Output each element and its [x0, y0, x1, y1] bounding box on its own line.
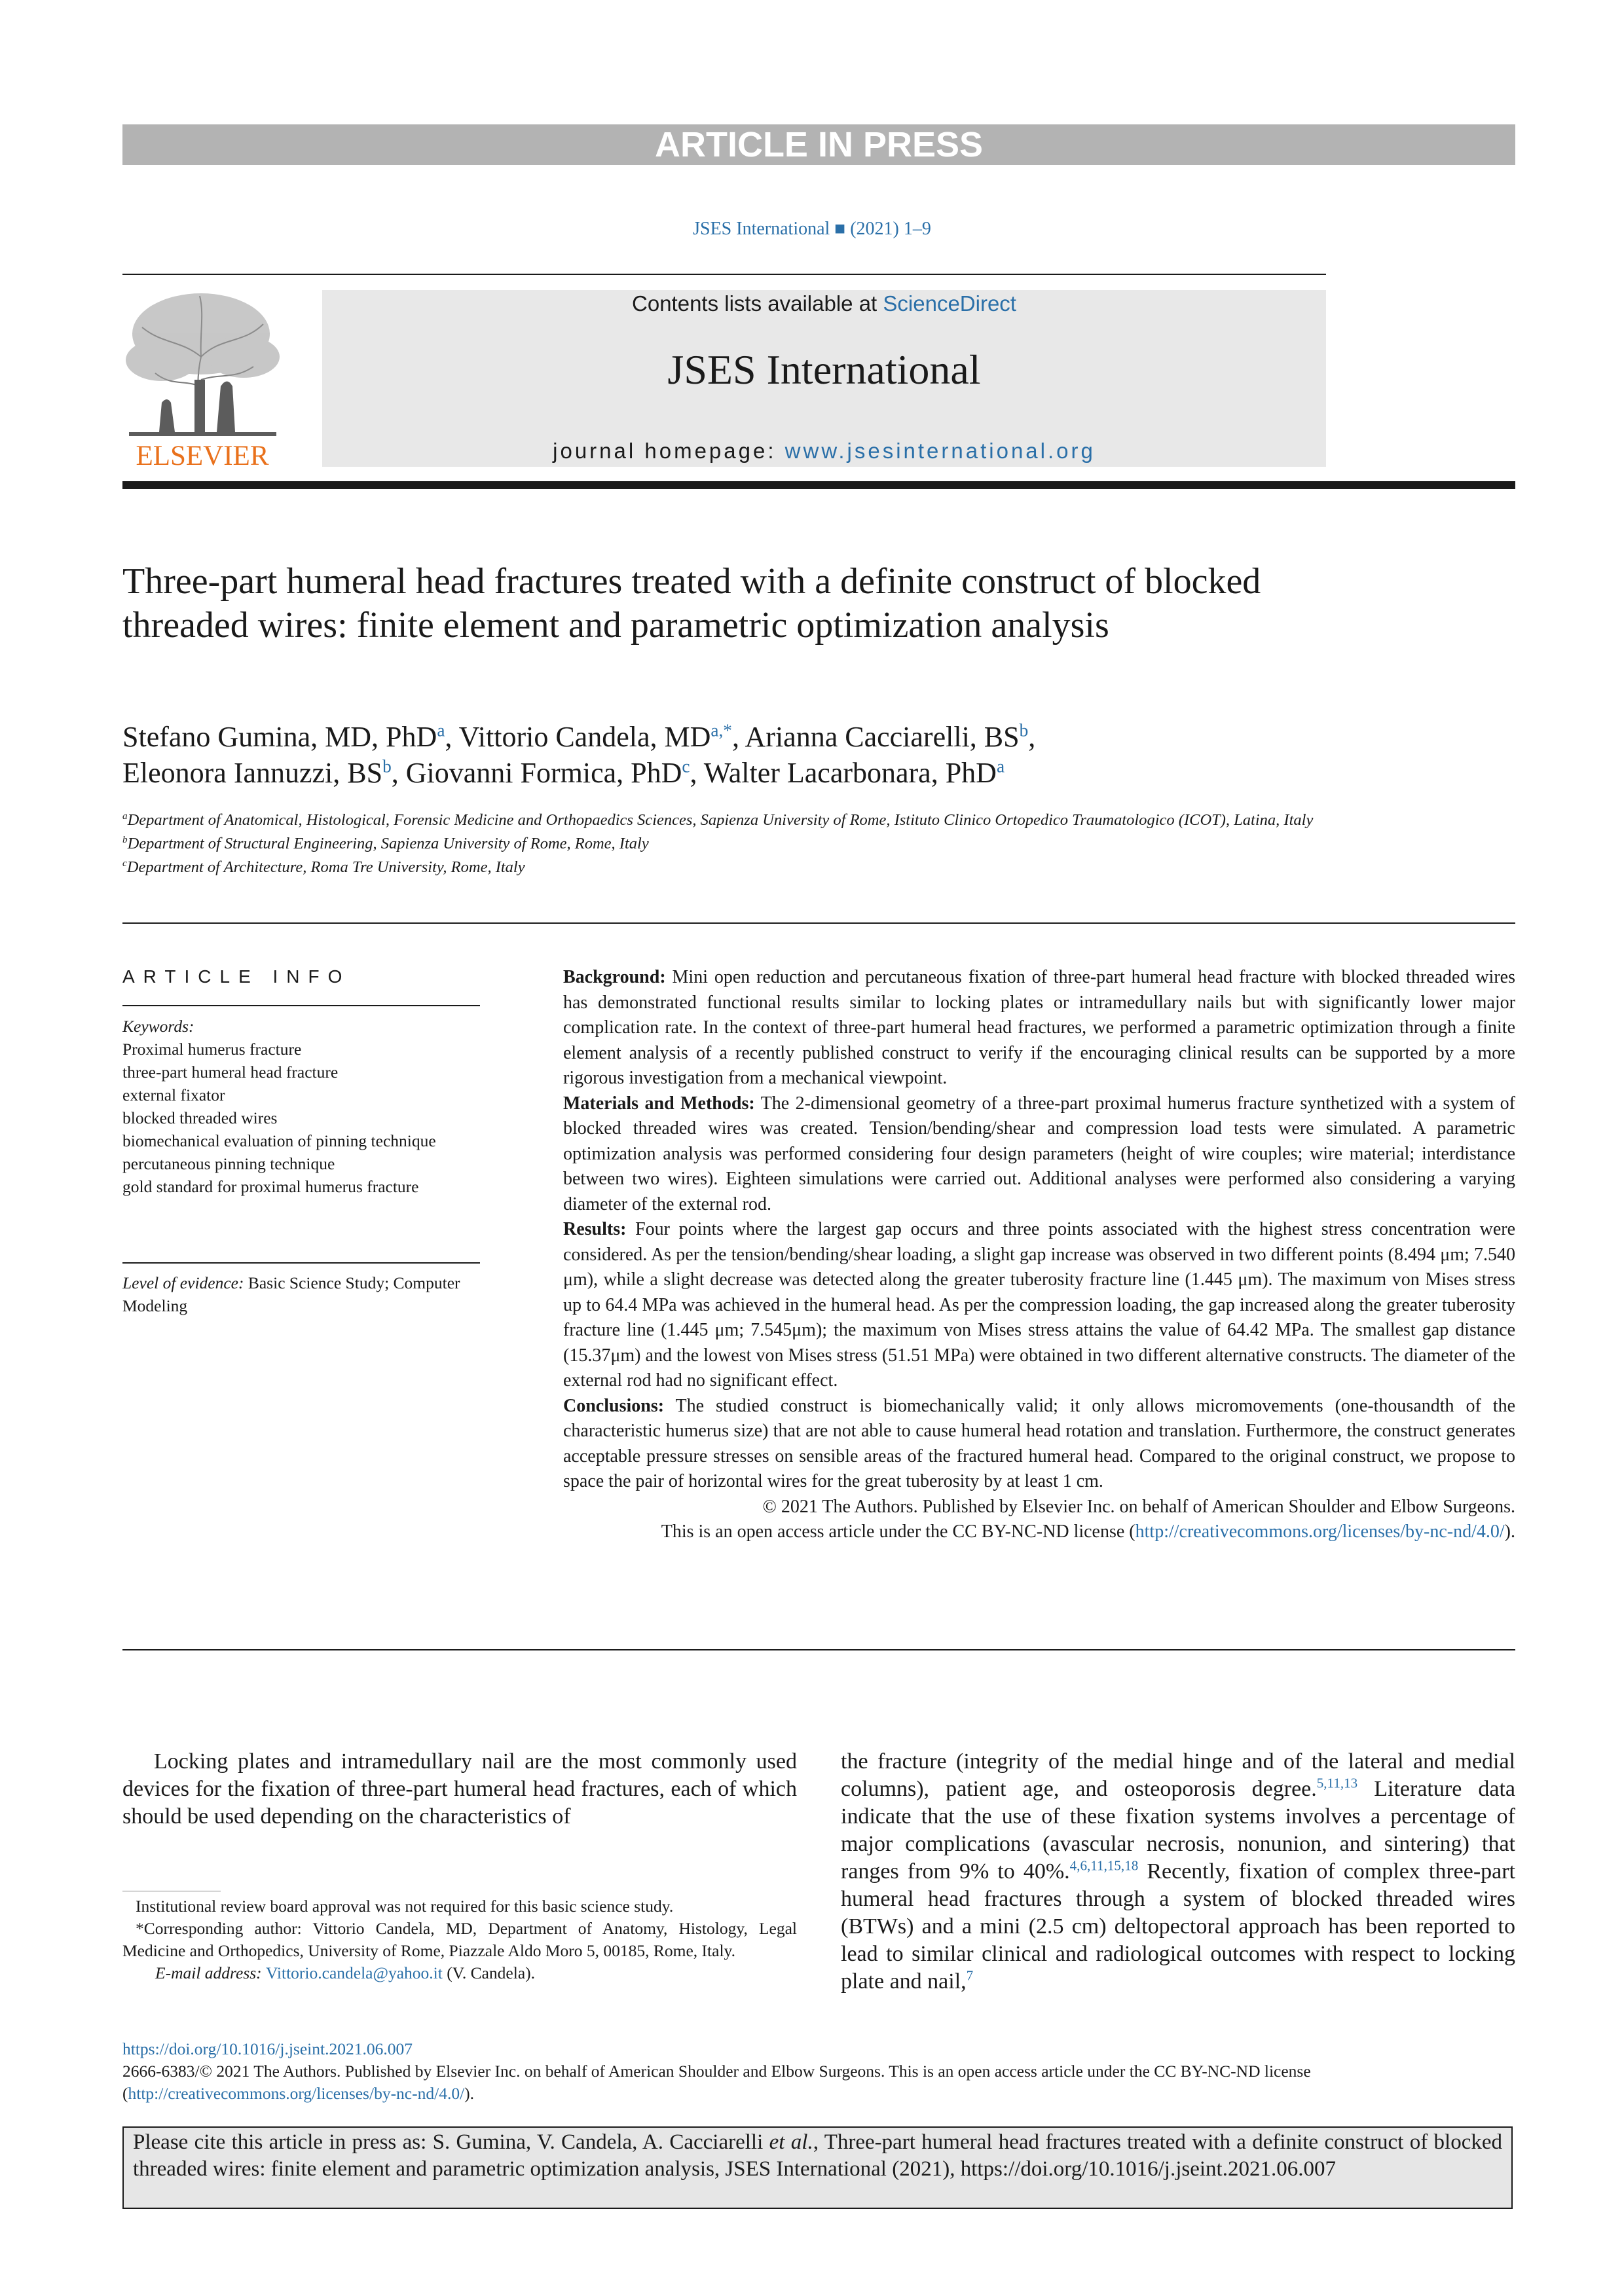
- reference-link[interactable]: 7: [966, 1967, 974, 1984]
- elsevier-tree-icon: [122, 288, 283, 470]
- article-meta-footer: [122, 2038, 1515, 2105]
- author-affiliation-sup[interactable]: a: [437, 720, 445, 740]
- journal-title: JSES International: [667, 346, 981, 393]
- footnotes: [122, 1895, 797, 1984]
- affiliation-text: Department of Structural Engineering, Sapienza University of Rome, Rome, Italy: [127, 835, 649, 852]
- methods-text: The 2-dimensional geometry of a three-part proximal humerus fracture synthetized with a system of blocked threaded wires was created. Tension/bending/shear and compression load tests were simulated. A parametric optimization analysis was performed considering four design parameters (height of wire couples; wire material; interdistance between two wires). Eighteen simulations were carried out. Additional analyses were performed also considering a varying diameter of the external rod.: [563, 1093, 1515, 1214]
- keyword: gold standard for proximal humerus fracture: [122, 1177, 419, 1196]
- author-separator: ,: [1028, 721, 1036, 753]
- level-text: Basic Science Study; Computer Modeling: [122, 1273, 460, 1315]
- email-suffix: (V. Candela).: [442, 1963, 536, 1982]
- methods-label: Materials and Methods:: [563, 1093, 755, 1114]
- author-separator: ,: [391, 757, 406, 789]
- author-affiliation-sup[interactable]: b: [1019, 720, 1029, 740]
- keywords-section: [122, 1015, 483, 1198]
- affiliation: [122, 832, 1498, 856]
- keywords-label: Keywords:: [122, 1017, 194, 1036]
- abstract-methods: [563, 1091, 1515, 1218]
- conclusions-text: The studied construct is biomechanically valid; it only allows micromovements (one-thousandth of the characteristic humerus size) that are not able to cause humeral head rotation and translation. Furthermore, the construct generates acceptable pressure stresses on sensible areas of the fractured humeral head. Compared to the original construct, we propose to space the pair of horizontal wires for the great tuberosity by at least 1 cm.: [563, 1395, 1515, 1491]
- keyword: Proximal humerus fracture: [122, 1040, 302, 1059]
- license-link[interactable]: http://creativecommons.org/licenses/by-nc-nd/4.0/: [1135, 1522, 1505, 1542]
- keyword: biomechanical evaluation of pinning technique: [122, 1131, 436, 1150]
- keyword: percutaneous pinning technique: [122, 1154, 335, 1173]
- doi-link[interactable]: https://doi.org/10.1016/j.jseint.2021.06.007: [122, 2039, 413, 2058]
- contents-prefix: Contents lists available at: [632, 291, 883, 316]
- affiliation-text: Department of Anatomical, Histological, Forensic Medicine and Orthopaedics Sciences, Sapienza University of Rome, Istituto Clinico Ortopedico Traumatologico (ICOT), Latina, Italy: [127, 811, 1314, 829]
- affiliation-text: Department of Architecture, Roma Tre University, Rome, Italy: [126, 858, 525, 876]
- cite-suffix: , Three-part humeral head fractures treated with a definite construct of blocked threaded wires: finite element and parametric optimization analysis, JSES International (2021), https://doi.org/10.1016/j.jseint.2021.06.007: [133, 2130, 1503, 2181]
- affiliation: [122, 856, 1498, 879]
- affiliations: [122, 809, 1498, 879]
- header-thick-rule: [122, 481, 1515, 489]
- email-link[interactable]: Vittorio.candela@yahoo.it: [266, 1963, 443, 1982]
- cite-prefix: Please cite this article in press as: S. Gumina, V. Candela, A. Cacciarelli: [133, 2130, 769, 2154]
- body-paragraph-left: Locking plates and intramedullary nail are the most commonly used devices for the fixation of three-part humeral head fractures, each of which should be used depending on the characteristics of: [122, 1749, 797, 1829]
- article-title: Three-part humeral head fractures treated with a definite construct of blocked threaded wires: finite element and parametric optimization analysis: [122, 561, 1261, 646]
- copyright-line-1: © 2021 The Authors. Published by Elsevier Inc. on behalf of American Shoulder and Elbow Surgeons.: [762, 1496, 1515, 1517]
- body-paragraph-right: [841, 1748, 1515, 1995]
- email-label: E-mail address:: [155, 1963, 267, 1982]
- author: Walter Lacarbonara, PhD: [703, 757, 997, 789]
- author-separator: ,: [731, 721, 745, 753]
- author: Giovanni Formica, PhD: [405, 757, 682, 789]
- background-text: Mini open reduction and percutaneous fixation of three-part humeral head fracture with blocked threaded wires has demonstrated functional results similar to locking plates or intramedullary nails but with significantly lower major complication rate. In the context of three-part humeral head fractures, we performed a parametric optimization through a finite element analysis of a recently published construct to verify if the encouraging clinical results can be supported by a more rigorous investigation from a mechanical viewpoint.: [563, 967, 1515, 1088]
- keyword: three-part humeral head fracture: [122, 1063, 339, 1082]
- issn-license-line: [122, 2060, 1515, 2105]
- article-info-heading: ARTICLE INFO: [122, 966, 351, 987]
- abstract-background: [563, 965, 1515, 1091]
- author-affiliation-sup[interactable]: a: [996, 756, 1005, 776]
- corresponding-author-note: *Corresponding author: Vittorio Candela, MD, Department of Anatomy, Histology, Legal Medicine and Orthopedics, University of Rome, Piazzale Aldo Moro 5, 00185, Rome, Italy.: [122, 1919, 797, 1960]
- reference-link[interactable]: 5,11,13: [1316, 1775, 1358, 1791]
- results-text: Four points where the largest gap occurs and three points associated with the highest stress concentration were considered. As per the tension/bending/shear loading, a slight gap increase was observed in two different points (8.494 μm; 7.540 μm), while a slight decrease was detected along the greater tuberosity fracture line (1.445 μm). The maximum von Mises stress up to 64.4 MPa was achieved in the humeral head. As per the compression loading, the gap increased along the greater tuberosity fracture line (1.445 μm; 7.545μm); the maximum von Mises stress attains the value of 64.42 MPa. The smallest gap distance (15.37μm) and the lowest von Mises stress (51.51 MPa) were obtained in two different alternative constructs. The diameter of the external rod had no significant effect.: [563, 1219, 1515, 1391]
- abstract-copyright: [563, 1495, 1515, 1545]
- level-label: Level of evidence:: [122, 1273, 244, 1292]
- body-text: Recently, fixation of complex three-part humeral head fractures through a system of blocked threaded wires (BTWs) and a mini (2.5 cm) deltopectoral approach has been reported to lead to similar clinical and radiological outcomes with respect to locking plate and nail,: [841, 1859, 1516, 1994]
- issn-suffix: ).: [464, 2084, 475, 2103]
- keyword: blocked threaded wires: [122, 1108, 278, 1127]
- author: Stefano Gumina, MD, PhD: [122, 721, 437, 753]
- journal-reference[interactable]: JSES International ■ (2021) 1–9: [693, 219, 931, 239]
- keyword: external fixator: [122, 1085, 225, 1104]
- journal-homepage-line: [322, 439, 1326, 464]
- level-rule: [122, 1262, 480, 1264]
- header-top-rule: [122, 274, 1326, 275]
- author: Eleonora Iannuzzi, BS: [122, 757, 383, 789]
- author-separator: ,: [445, 721, 459, 753]
- affiliation-sup: c: [122, 857, 127, 869]
- abstract: [563, 965, 1515, 1545]
- background-label: Background:: [563, 967, 666, 987]
- abstract-bottom-rule: [122, 1649, 1515, 1650]
- copyright-line-2: This is an open access article under the CC BY-NC-ND license (: [661, 1522, 1135, 1542]
- sciencedirect-link[interactable]: ScienceDirect: [883, 291, 1016, 316]
- homepage-prefix: journal homepage:: [553, 439, 785, 463]
- homepage-link[interactable]: www.jsesinternational.org: [784, 439, 1096, 463]
- email-note: [122, 1962, 797, 1984]
- article-in-press-banner: ARTICLE IN PRESS: [122, 124, 1515, 165]
- conclusions-label: Conclusions:: [563, 1395, 665, 1416]
- footer-license-link[interactable]: http://creativecommons.org/licenses/by-nc-nd/4.0/: [128, 2084, 465, 2103]
- author: Vittorio Candela, MD: [458, 721, 711, 753]
- author-affiliation-sup[interactable]: a,*: [710, 720, 732, 740]
- article-info-rule: [122, 1005, 480, 1006]
- body-text: the fracture (integrity of the medial hinge and of the lateral and medial columns), patient age, and osteoporosis degree.: [841, 1749, 1515, 1801]
- cite-et-al: et al.: [769, 2130, 813, 2154]
- irb-note: Institutional review board approval was not required for this basic science study.: [136, 1897, 674, 1916]
- svg-text:ELSEVIER: ELSEVIER: [136, 441, 269, 470]
- author: Arianna Cacciarelli, BS: [745, 721, 1020, 753]
- reference-link[interactable]: 4,6,11,15,18: [1069, 1857, 1139, 1874]
- author-list: [122, 719, 1498, 791]
- issn-text: 2666-6383/© 2021 The Authors. Published by Elsevier Inc. on behalf of American Shoulder and Elbow Surgeons. This is an open access article under the CC BY-NC-ND license (: [122, 2062, 1311, 2103]
- copyright-line-3: ).: [1504, 1522, 1515, 1542]
- contents-line: [322, 291, 1326, 316]
- body-text: Literature data indicate that the use of these fixation systems involves a percentage of major complications (avascular necrosis, nonunion, and sintering) that ranges from 9% to 40%.: [841, 1777, 1515, 1884]
- affiliation: [122, 809, 1498, 832]
- results-label: Results:: [563, 1219, 627, 1239]
- affiliation-sup: a: [122, 810, 128, 822]
- author-affiliation-sup[interactable]: c: [682, 756, 690, 776]
- elsevier-logo[interactable]: [122, 288, 283, 470]
- abstract-results: [563, 1217, 1515, 1394]
- affiliations-rule: [122, 922, 1515, 924]
- author-affiliation-sup[interactable]: b: [382, 756, 392, 776]
- abstract-conclusions: [563, 1394, 1515, 1495]
- author-separator: ,: [690, 757, 704, 789]
- level-of-evidence: [122, 1271, 483, 1317]
- affiliation-sup: b: [122, 833, 128, 845]
- citation-box: [122, 2126, 1513, 2209]
